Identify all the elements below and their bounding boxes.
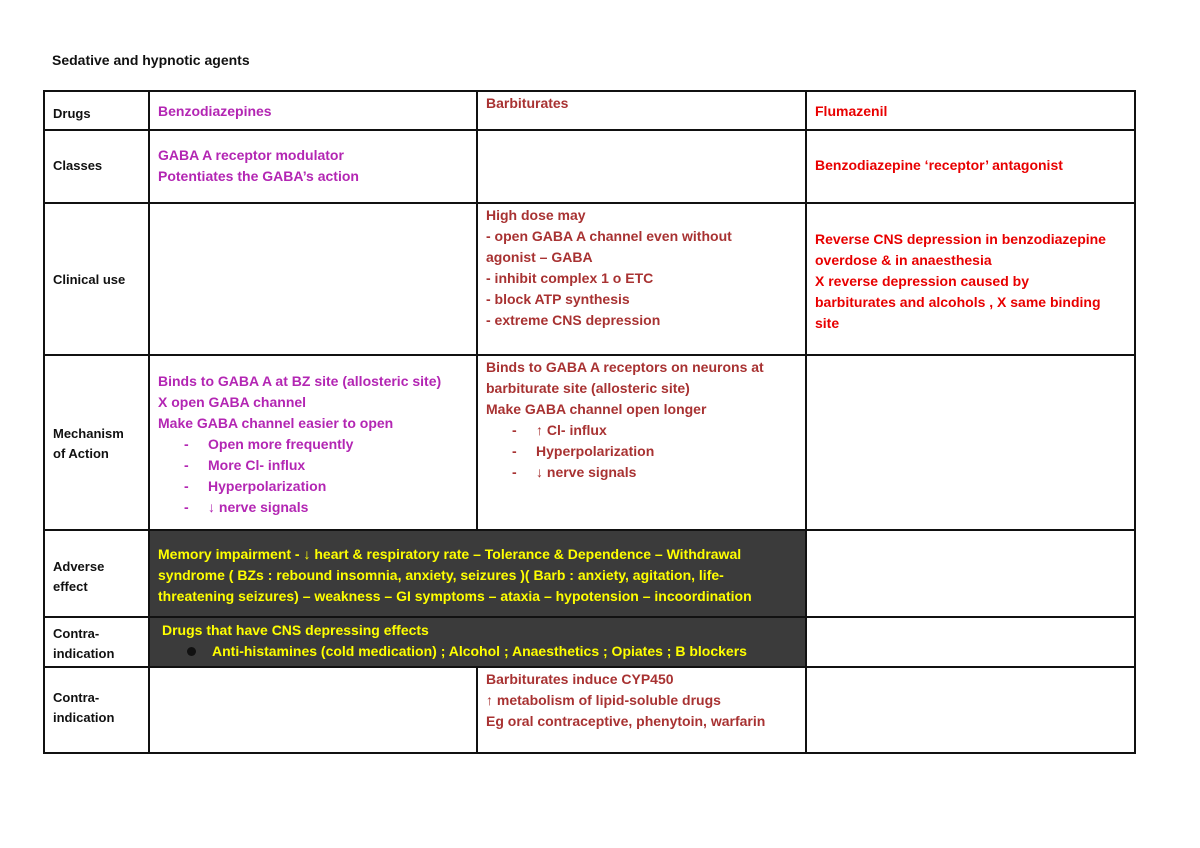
clinical-fluma-line: barbiturates and alcohols , X same binding <box>815 294 1101 310</box>
list-item: - Open more frequently <box>158 434 470 455</box>
classes-label: Classes <box>53 158 103 173</box>
adverse-label <box>45 531 148 597</box>
moa-label <box>45 356 148 464</box>
clinical-row <box>44 203 1135 355</box>
contra2-barb-cell <box>477 667 806 753</box>
classes-row <box>44 130 1135 203</box>
moa-label-cell <box>44 355 149 530</box>
list-item: - Hyperpolarization <box>486 441 799 462</box>
drug-table <box>43 90 1136 754</box>
moa-benzo-line: X open GABA channel <box>158 394 307 410</box>
moa-barb-list <box>486 420 799 483</box>
classes-benzo-text <box>150 131 476 187</box>
contra2-barb-line: Barbiturates induce CYP450 <box>486 671 674 687</box>
moa-row <box>44 355 1135 530</box>
clinical-barb-line: - open GABA A channel even without <box>486 228 732 244</box>
classes-barb-cell <box>477 130 806 203</box>
moa-barb-line: barbiturate site (allosteric site) <box>486 380 690 396</box>
moa-barb-line: Make GABA channel open longer <box>486 401 707 417</box>
contra1-bullet-item <box>162 641 799 662</box>
header-benzodiazepines: Benzodiazepines <box>158 103 272 119</box>
list-item: - ↓ nerve signals <box>158 497 470 518</box>
moa-barb-line: Binds to GABA A receptors on neurons at <box>486 359 764 375</box>
contra1-bullet-text: Anti-histamines (cold medication) ; Alcohol ; Anaesthetics ; Opiates ; B blockers <box>212 643 747 659</box>
moa-fluma-cell <box>806 355 1135 530</box>
classes-label-cell <box>44 130 149 203</box>
classes-benzo-cell <box>149 130 477 203</box>
clinical-barb-cell <box>477 203 806 355</box>
adverse-fluma-cell <box>806 530 1135 617</box>
moa-benzo-text <box>150 356 476 518</box>
clinical-barb-line: - extreme CNS depression <box>486 312 661 328</box>
clinical-barb-line: - block ATP synthesis <box>486 291 630 307</box>
adverse-label-line: effect <box>53 579 88 594</box>
header-fluma-cell <box>806 91 1135 130</box>
clinical-barb-line: agonist – GABA <box>486 249 593 265</box>
list-item: - ↑ Cl- influx <box>486 420 799 441</box>
header-benzo-cell <box>149 91 477 130</box>
classes-benzo-line: Potentiates the GABA’s action <box>158 168 359 184</box>
clinical-fluma-cell <box>806 203 1135 355</box>
clinical-label-cell <box>44 203 149 355</box>
moa-benzo-line: Binds to GABA A at BZ site (allosteric site) <box>158 373 442 389</box>
header-row <box>44 91 1135 130</box>
contra2-label-line: Contra- <box>53 690 100 705</box>
adverse-text-cell <box>149 530 806 617</box>
classes-fluma-text: Benzodiazepine ‘receptor’ antagonist <box>815 157 1063 173</box>
classes-fluma-cell <box>806 130 1135 203</box>
header-flumazenil: Flumazenil <box>815 103 888 119</box>
list-item: - Hyperpolarization <box>158 476 470 497</box>
page-title: Sedative and hypnotic agents <box>52 52 250 68</box>
clinical-benzo-cell <box>149 203 477 355</box>
adverse-line: syndrome ( BZs : rebound insomnia, anxiety, seizures )( Barb : anxiety, agitation, life- <box>158 567 724 583</box>
contra2-barb-line: Eg oral contraceptive, phenytoin, warfarin <box>486 713 766 729</box>
contra2-row <box>44 667 1135 753</box>
moa-label-line: of Action <box>53 446 109 461</box>
moa-benzo-line: Make GABA channel easier to open <box>158 415 394 431</box>
clinical-label: Clinical use <box>53 272 126 287</box>
moa-barb-cell <box>477 355 806 530</box>
contra2-label-line: indication <box>53 710 115 725</box>
contra1-label-line: indication <box>53 646 115 661</box>
moa-benzo-cell <box>149 355 477 530</box>
contra2-barb-line: ↑ metabolism of lipid-soluble drugs <box>486 692 721 708</box>
moa-label-line: Mechanism <box>53 426 124 441</box>
classes-benzo-line: GABA A receptor modulator <box>158 147 344 163</box>
bullet-dot-icon <box>187 647 196 656</box>
header-drugs-cell <box>44 91 149 130</box>
contra2-label <box>45 668 148 728</box>
header-drugs-label: Drugs <box>53 106 91 121</box>
adverse-line: Memory impairment - ↓ heart & respiratory rate – Tolerance & Dependence – Withdrawal <box>158 546 742 562</box>
adverse-label-line: Adverse <box>53 559 105 574</box>
contra2-barb-text <box>478 668 805 732</box>
contra1-line: Drugs that have CNS depressing effects <box>162 622 429 638</box>
contra1-label-line: Contra- <box>53 626 100 641</box>
list-item: - ↓ nerve signals <box>486 462 799 483</box>
contra1-row <box>44 617 1135 667</box>
clinical-fluma-line: overdose & in anaesthesia <box>815 252 992 268</box>
clinical-barb-line: - inhibit complex 1 o ETC <box>486 270 654 286</box>
adverse-row <box>44 530 1135 617</box>
header-barbiturates: Barbiturates <box>486 95 569 111</box>
contra2-benzo-cell <box>149 667 477 753</box>
contra1-label-cell <box>44 617 149 667</box>
clinical-fluma-text <box>807 204 1134 334</box>
contra1-text <box>150 618 805 662</box>
contra1-label <box>45 618 148 664</box>
moa-barb-text <box>478 356 805 483</box>
adverse-text <box>150 531 805 607</box>
adverse-label-cell <box>44 530 149 617</box>
contra2-fluma-cell <box>806 667 1135 753</box>
header-barb-cell <box>477 91 806 130</box>
clinical-barb-text <box>478 204 805 331</box>
contra1-text-cell <box>149 617 806 667</box>
moa-benzo-list <box>158 434 470 518</box>
clinical-fluma-line: Reverse CNS depression in benzodiazepine <box>815 231 1106 247</box>
contra2-label-cell <box>44 667 149 753</box>
clinical-barb-line: High dose may <box>486 207 586 223</box>
adverse-line: threatening seizures) – weakness – GI symptoms – ataxia – hypotension – incoordination <box>158 588 752 604</box>
clinical-fluma-line: site <box>815 315 840 331</box>
list-item: - More Cl- influx <box>158 455 470 476</box>
clinical-fluma-line: X reverse depression caused by <box>815 273 1029 289</box>
contra1-fluma-cell <box>806 617 1135 667</box>
